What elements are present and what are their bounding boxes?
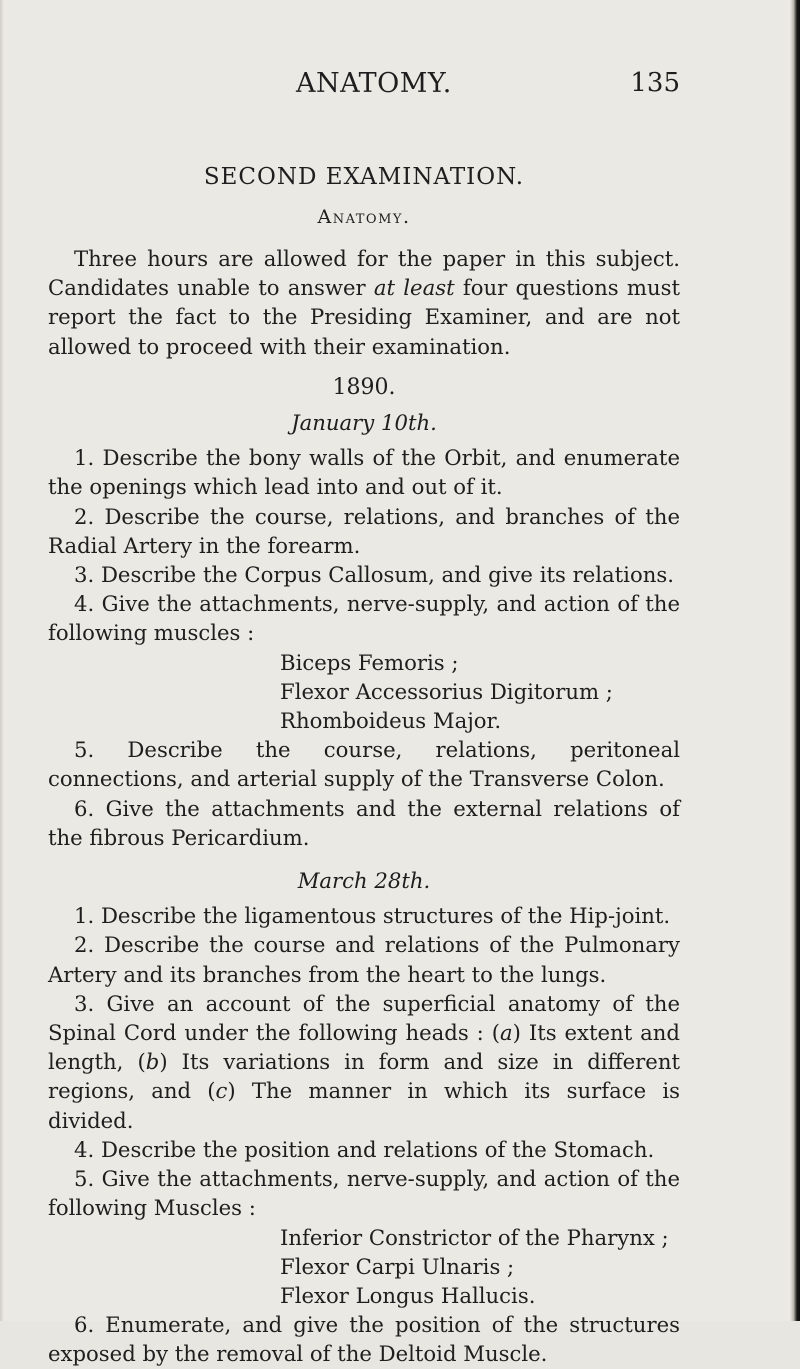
muscle-list-item: Flexor Longus Hallucis. — [280, 1282, 536, 1308]
question-jan-5: 5. Describe the course, relations, peritoneal connections, and arterial supply of the Transverse Colon. — [48, 737, 680, 792]
instructions-text-2: four questions must report the fact to the Presiding Examiner, and are not allowed to proceed with their examination. — [48, 275, 680, 359]
question-jan-2: 2. Describe the course, relations, and branches of the Radial Artery in the forearm. — [48, 503, 680, 558]
date-day: 28th. — [374, 868, 431, 894]
q3-text-a: ) Its extent and length, ( — [48, 1020, 680, 1075]
muscle-list-item: Inferior Constrictor of the Pharynx ; — [280, 1224, 669, 1250]
q3-text-c: ) The manner in which its surface is divided. — [48, 1078, 680, 1133]
page-content — [48, 160, 680, 1369]
year-heading: 1890. — [332, 374, 396, 400]
muscle-list-item: Flexor Carpi Ulnaris ; — [280, 1253, 515, 1279]
question-jan-3: 3. Describe the Corpus Callosum, and give its relations. — [74, 562, 674, 588]
muscle-list-item: Rhomboideus Major. — [280, 708, 502, 734]
instructions-emphasis: at least — [373, 275, 455, 301]
instructions-paragraph — [48, 244, 680, 361]
exam-title: SECOND EXAMINATION. — [203, 164, 525, 190]
question-mar-2: 2. Describe the course and relations of the Pulmonary Artery and its branches from the heart to the lungs. — [48, 932, 680, 987]
date-heading-march — [48, 866, 680, 895]
question-mar-1: 1. Describe the ligamentous structures of the Hip-joint. — [74, 903, 671, 929]
running-head-title: ANATOMY. — [296, 68, 452, 99]
date-month: January — [291, 410, 382, 436]
page-number: 135 — [630, 68, 680, 98]
date-heading-january — [48, 408, 680, 437]
subject-heading: Anatomy. — [317, 206, 411, 228]
question-jan-6: 6. Give the attachments and the external relations of the fibrous Pericardium. — [48, 795, 680, 850]
q3-label-c: c — [215, 1078, 228, 1104]
q3-label-b: b — [145, 1049, 160, 1075]
running-head — [50, 68, 680, 104]
date-month: March — [297, 868, 375, 894]
q3-intro: 3. Give an account of the superficial anatomy of the Spinal Cord under the following heads : ( — [48, 990, 680, 1046]
question-mar-6: 6. Enumerate, and give the position of the structures exposed by the removal of the Deltoid Muscle. — [48, 1312, 680, 1367]
muscle-list-item: Biceps Femoris ; — [280, 649, 459, 675]
muscle-list-item: Flexor Accessorius Digitorum ; — [280, 678, 613, 704]
page-left-edge — [0, 0, 4, 1321]
question-mar-4: 4. Describe the position and relations of the Stomach. — [74, 1136, 655, 1162]
q3-label-a: a — [499, 1020, 513, 1046]
q3-text-b: ) Its variations in form and size in different regions, and ( — [48, 1049, 680, 1104]
question-mar-3 — [48, 989, 680, 1135]
page-binding-shadow — [790, 0, 800, 1321]
date-day: 10th. — [381, 410, 437, 436]
question-jan-4: 4. Give the attachments, nerve-supply, and action of the following muscles : — [48, 591, 680, 646]
question-mar-5: 5. Give the attachments, nerve-supply, and action of the following Muscles : — [48, 1166, 680, 1221]
instructions-text-1: Three hours are allowed for the paper in this subject. Candidates unable to answer — [48, 246, 680, 301]
question-jan-1: 1. Describe the bony walls of the Orbit, and enumerate the openings which lead into and out of it. — [48, 445, 680, 500]
